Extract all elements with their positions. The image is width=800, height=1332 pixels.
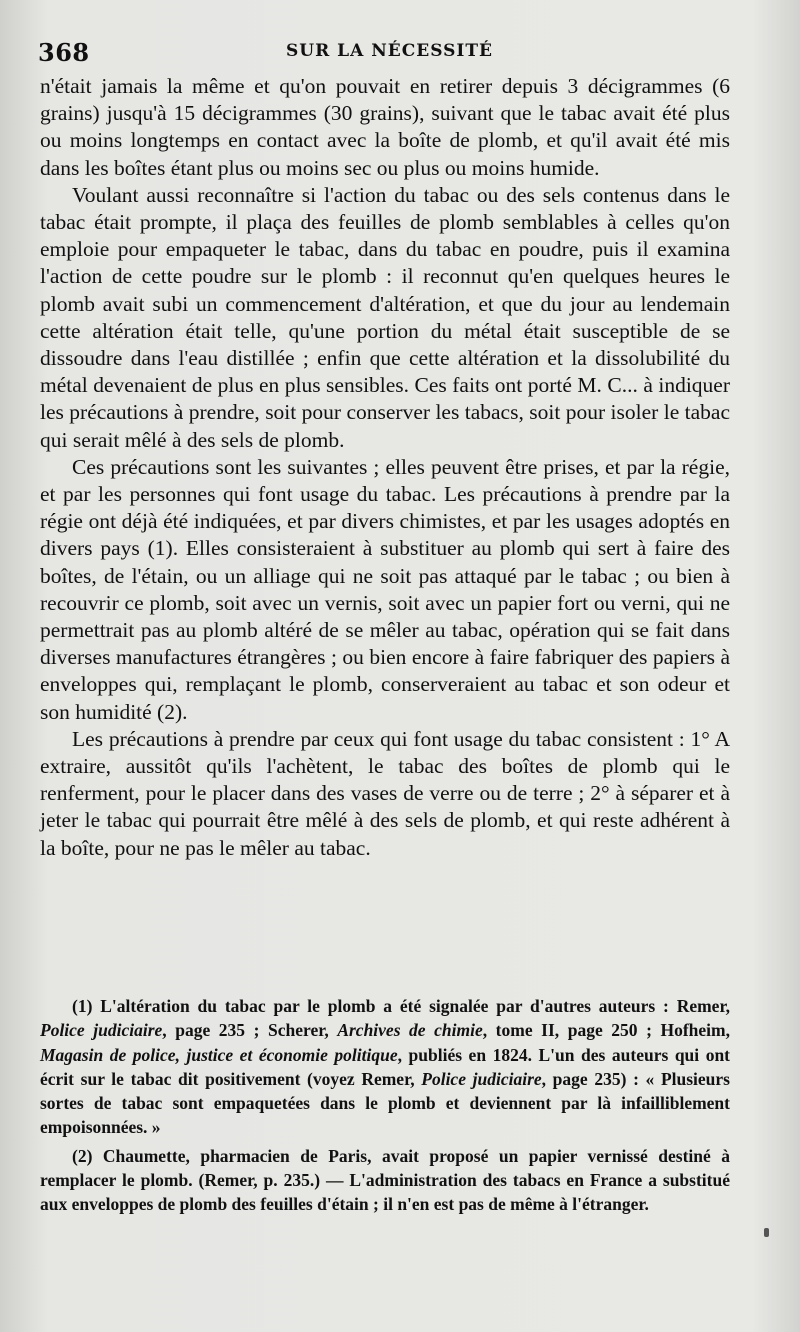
footnote-text: , page 235 ; Scherer, <box>162 1020 338 1041</box>
footnotes <box>40 994 730 1221</box>
footnote-citation: Archives de chimie <box>337 1020 483 1041</box>
page-header <box>38 38 728 68</box>
body-text <box>40 73 730 862</box>
ink-speck <box>764 1228 769 1237</box>
running-title: SUR LA NÉCESSITÉ <box>286 41 493 61</box>
paragraph: Voulant aussi reconnaître si l'action du tabac ou des sels contenus dans le tabac était prompte, il plaça des feuilles de plomb semblables à celles qu'on emploie pour empaqueter le tabac, dans du tabac en poudre, puis il examina l'action de cette poudre sur le plomb : il reconnut qu'en quelques heures le plomb avait subi un commencement d'altération, et que du jour au lendemain cette altération était telle, qu'une portion du métal était susceptible de se dissoudre dans l'eau distillée ; enfin que cette altération et la dissolubilité du métal devenaient de plus en plus sensibles. Ces faits ont porté M. C... à indiquer les précautions à prendre, soit pour conserver les tabacs, soit pour isoler le tabac qui serait mêlé à des sels de plomb. <box>40 182 730 452</box>
footnote-text: , tome II, page 250 ; Hofheim, <box>482 1020 730 1041</box>
footnote-text: , page 235) : « Plusieurs sortes de tabac sont empaquetées dans le plomb et deviennent par là infailliblement empoisonnées. » <box>40 1068 730 1138</box>
footnote-citation: Police judiciaire <box>421 1068 542 1089</box>
footnote-citation: Magasin de police, justice et économie politique <box>40 1044 398 1065</box>
footnote-text: (1) L'altération du tabac par le plomb a été signalée par d'autres auteurs : Remer, <box>72 996 730 1016</box>
footnote-text: , publiés en 1824. L'un des auteurs qui ont écrit sur le tabac dit positivement (voyez Remer, <box>40 1044 730 1089</box>
paragraph-continuation: n'était jamais la même et qu'on pouvait en retirer depuis 3 décigrammes (6 grains) jusqu'à 15 décigrammes (30 grains), suivant que le tabac avait été plus ou moins longtemps en contact avec la boîte de plomb, et qu'il avait été mis dans les boîtes étant plus ou moins sec ou plus ou moins humide. <box>40 74 730 180</box>
footnote-2: (2) Chaumette, pharmacien de Paris, avait proposé un papier vernissé destiné à remplacer le plomb. (Remer, p. 235.) — L'administration des tabacs en France a substitué aux enveloppes de plomb des feuilles d'étain ; il n'en est pas de même à l'étranger. <box>40 1145 730 1215</box>
paragraph: Ces précautions sont les suivantes ; elles peuvent être prises, et par la régie, et par les personnes qui font usage du tabac. Les précautions à prendre par la régie ont déjà été indiquées, et par divers chimistes, et par les usages adoptés en divers pays (1). Elles consisteraient à substituer au plomb qui sert à faire des boîtes, de l'étain, ou un alliage qui ne soit pas attaqué par le tabac ; ou bien à recouvrir ce plomb, soit avec un vernis, soit avec un papier fort ou verni, qui ne permettrait pas au plomb altéré de se mêler au tabac, opération qui se fait dans diverses manufactures étrangères ; ou bien encore à faire fabriquer des papiers à enveloppes qui, remplaçant le plomb, conserveraient au tabac et son odeur et son humidité (2). <box>40 454 730 724</box>
footnote-citation: Police judiciaire <box>40 1020 163 1041</box>
footnote-1 <box>40 994 730 1140</box>
paragraph: Les précautions à prendre par ceux qui font usage du tabac consistent : 1° A extraire, aussitôt qu'ils l'achètent, le tabac des boîtes de plomb qui le renferment, pour le placer dans des vases de verre ou de terre ; 2° à séparer et à jeter le tabac qui pourrait être mêlé à des sels de plomb, et qui reste adhérent à la boîte, pour ne pas le mêler au tabac. <box>40 726 730 860</box>
page-number: 368 <box>38 38 90 67</box>
